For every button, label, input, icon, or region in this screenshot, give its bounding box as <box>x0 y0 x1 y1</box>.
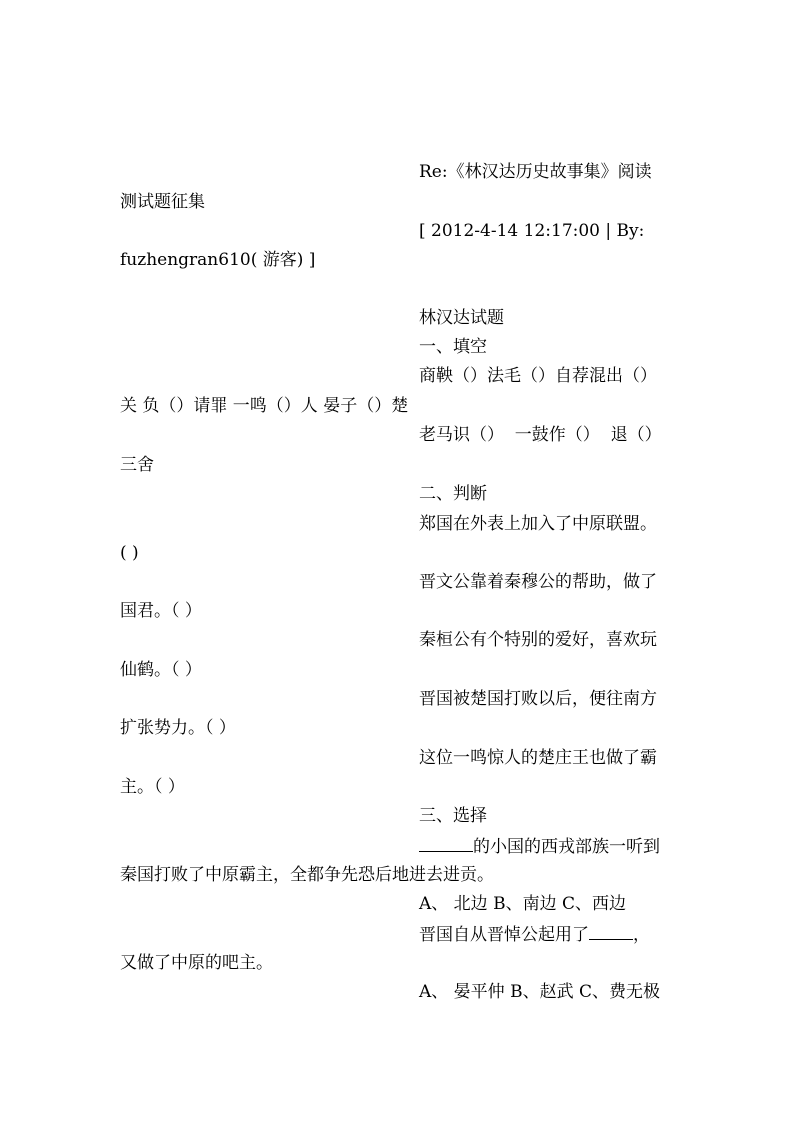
section3-heading: 三、选择 <box>419 806 487 826</box>
fill-blank-line4: 三舍 <box>120 455 154 475</box>
choice-q2-text: 晋国自从晋悼公起用了 <box>419 925 589 945</box>
judge-q5-line2: 主。（ ） <box>120 777 185 797</box>
judge-q3-line1: 秦桓公有个特别的爱好，喜欢玩 <box>419 630 657 650</box>
choice-q2-comma: ， <box>633 925 650 945</box>
judge-q4-line1: 晋国被楚国打败以后，便往南方 <box>419 689 657 709</box>
post-title-line2: 测试题征集 <box>120 192 205 212</box>
judge-q2-line2: 国君。（ ） <box>120 601 202 621</box>
judge-q2-line1: 晋文公靠着秦穆公的帮助，做了 <box>419 572 657 592</box>
section2-heading: 二、判断 <box>419 484 487 504</box>
doc-title: 林汉达试题 <box>419 308 504 328</box>
choice-q2-line2: 又做了中原的吧主。 <box>120 953 273 973</box>
choice-q2-line1 <box>419 923 650 943</box>
judge-q3-line2: 仙鹤。（ ） <box>120 660 202 680</box>
choice-q2-options: A、 晏平仲 B、赵武 C、费无极 <box>419 982 660 1002</box>
judge-q1-line1: 郑国在外表上加入了中原联盟。 <box>419 514 657 534</box>
fill-blank-line2: 关 负（）请罪 一鸣（）人 晏子（）楚 <box>120 396 409 416</box>
choice-q1-line2: 秦国打败了中原霸主，全都争先恐后地进去进贡。 <box>120 865 494 885</box>
section1-heading: 一、填空 <box>419 337 487 357</box>
judge-q1-line2: ( ) <box>120 543 139 563</box>
choice-q1-line1 <box>419 835 660 855</box>
answer-blank <box>419 835 473 852</box>
post-meta-line2: fuzhengran610( 游客) ] <box>120 250 316 270</box>
post-meta-line1: [ 2012-4-14 12:17:00 | By: <box>419 221 645 241</box>
fill-blank-line3: 老马识（） 一鼓作（） 退（） <box>419 425 662 445</box>
fill-blank-line1: 商鞅（）法毛（）自荐混出（） <box>419 366 657 386</box>
answer-blank <box>589 923 633 940</box>
post-title-line1: Re:《林汉达历史故事集》阅读 <box>419 162 652 182</box>
choice-q1-text: 的小国的西戎部族一听到 <box>473 837 660 857</box>
choice-q1-options: A、 北边 B、南边 C、西边 <box>419 894 626 914</box>
judge-q4-line2: 扩张势力。（ ） <box>120 718 236 738</box>
judge-q5-line1: 这位一鸣惊人的楚庄王也做了霸 <box>419 748 657 768</box>
